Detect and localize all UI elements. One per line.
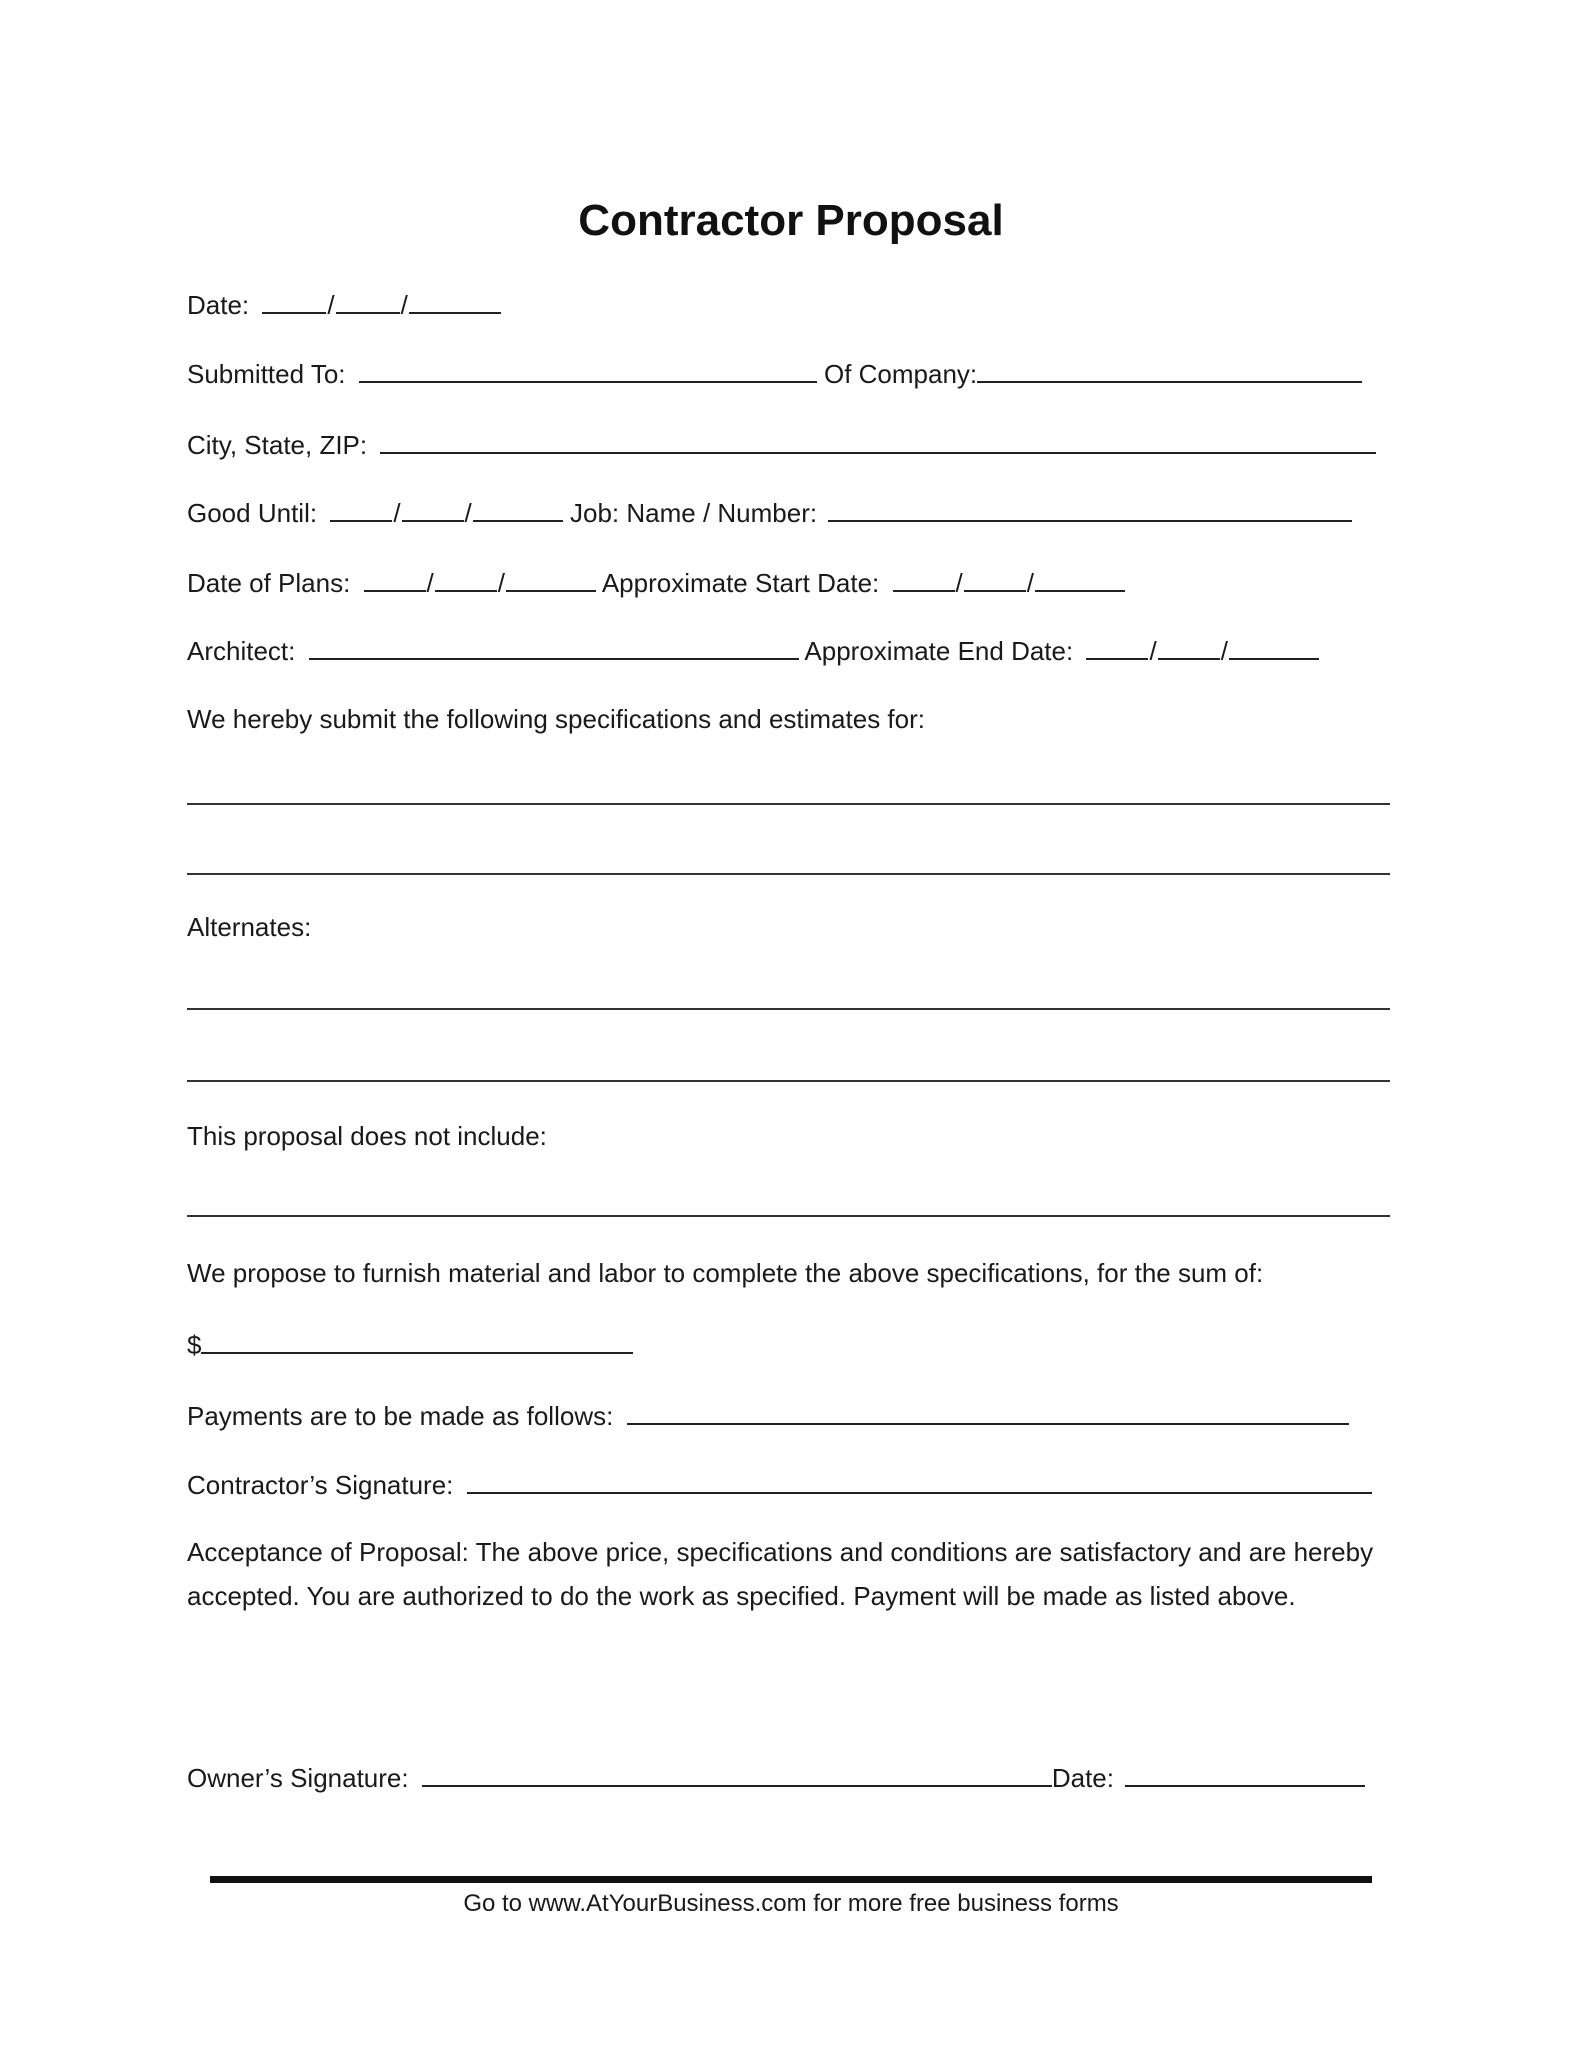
contractor-sig-label: Contractor’s Signature: [187, 1470, 454, 1500]
owner-date-label: Date: [1051, 1763, 1114, 1793]
slash: / [393, 498, 401, 528]
architect-label: Architect: [187, 636, 296, 666]
specs-label: We hereby submit the following specifications and estimates for: [187, 704, 925, 734]
end-month-field[interactable] [1086, 636, 1148, 660]
city-state-zip-label: City, State, ZIP: [187, 430, 368, 460]
specs-line-1[interactable] [187, 803, 1390, 805]
start-year-field[interactable] [1035, 568, 1125, 592]
owner-sig-row [187, 1763, 1365, 1791]
dollar-sign: $ [187, 1330, 202, 1360]
acceptance-text: Acceptance of Proposal: The above price, specifications and conditions are satisfactory and are hereby accepted. You are authorized to do the work as specified. Payment will be made as listed above. [187, 1537, 1374, 1611]
owner-sig-label: Owner’s Signature: [187, 1763, 409, 1793]
good-until-label: Good Until: [187, 498, 318, 528]
good-until-row [187, 498, 1352, 526]
payments-row [187, 1401, 1349, 1429]
contractor-sig-field[interactable] [467, 1470, 1372, 1494]
alternates-line-2[interactable] [187, 1080, 1390, 1082]
end-day-field[interactable] [1158, 636, 1220, 660]
slash: / [955, 568, 963, 598]
date-day-field[interactable] [336, 290, 400, 314]
approx-end-label: Approximate End Date: [804, 636, 1074, 666]
architect-field[interactable] [309, 636, 799, 660]
slash: / [497, 568, 506, 598]
date-of-plans-row [187, 568, 1125, 596]
good-until-year-field[interactable] [473, 498, 563, 522]
city-state-zip-field[interactable] [380, 430, 1376, 454]
slash: / [400, 290, 408, 320]
city-row [187, 430, 1376, 458]
slash: / [426, 568, 434, 598]
of-company-field[interactable] [977, 359, 1362, 383]
start-month-field[interactable] [893, 568, 955, 592]
slash: / [327, 290, 335, 320]
plans-year-field[interactable] [506, 568, 596, 592]
sum-row [187, 1330, 633, 1358]
slash: / [1026, 568, 1034, 598]
good-until-day-field[interactable] [402, 498, 464, 522]
date-month-field[interactable] [262, 290, 326, 314]
start-day-field[interactable] [964, 568, 1026, 592]
slash: / [1149, 636, 1157, 666]
architect-row [187, 636, 1319, 664]
footer-link-text[interactable]: Go to www.AtYourBusiness.com for more free business forms [463, 1890, 1119, 1917]
slash: / [1220, 636, 1228, 666]
of-company-label: Of Company: [823, 359, 978, 389]
not-include-line[interactable] [187, 1215, 1390, 1217]
alternates-line-1[interactable] [187, 1008, 1390, 1010]
date-row [187, 290, 501, 318]
date-year-field[interactable] [409, 290, 501, 314]
page-title: Contractor Proposal [578, 196, 1004, 245]
date-label: Date: [187, 290, 250, 320]
payments-label: Payments are to be made as follows: [187, 1401, 614, 1431]
submitted-to-label: Submitted To: [187, 359, 346, 389]
plans-month-field[interactable] [364, 568, 426, 592]
job-label: Job: Name / Number: [570, 498, 818, 528]
footer-rule [210, 1876, 1372, 1883]
propose-text: We propose to furnish material and labor to complete the above specifications, for the sum of: [187, 1258, 1264, 1288]
submitted-row [187, 359, 1362, 387]
end-year-field[interactable] [1229, 636, 1319, 660]
owner-sig-field[interactable] [422, 1763, 1052, 1787]
date-of-plans-label: Date of Plans: [187, 568, 351, 598]
specs-line-2[interactable] [187, 873, 1390, 875]
alternates-label: Alternates: [187, 912, 312, 942]
sum-field[interactable] [201, 1330, 633, 1354]
submitted-to-field[interactable] [359, 359, 817, 383]
payments-field[interactable] [627, 1401, 1349, 1425]
contractor-sig-row [187, 1470, 1372, 1498]
good-until-month-field[interactable] [330, 498, 392, 522]
not-include-label: This proposal does not include: [187, 1121, 547, 1151]
slash: / [464, 498, 472, 528]
approx-start-label: Approximate Start Date: [601, 568, 880, 598]
owner-date-field[interactable] [1125, 1763, 1365, 1787]
plans-day-field[interactable] [435, 568, 497, 592]
job-field[interactable] [828, 498, 1352, 522]
